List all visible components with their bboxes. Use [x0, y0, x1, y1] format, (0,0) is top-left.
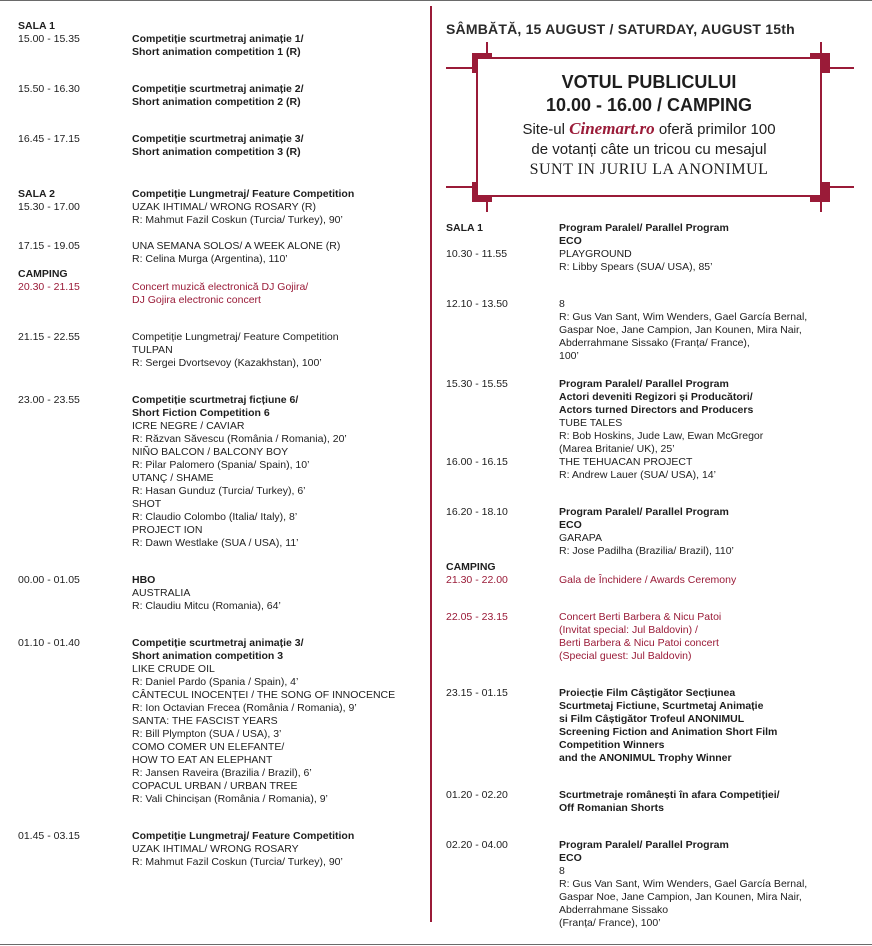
entry-director: 100’ [559, 350, 579, 362]
entry-film: 8 [559, 298, 565, 310]
entry-event: DJ Gojira electronic concert [132, 294, 261, 306]
entry-film: COPACUL URBAN / URBAN TREE [132, 780, 298, 792]
entry-director: R: Vali Chincișan (România / Romania), 9’ [132, 793, 328, 805]
date-heading: SÂMBĂTĂ, 15 AUGUST / SATURDAY, AUGUST 15th [446, 21, 795, 37]
entry-title: Short animation competition 2 (R) [132, 96, 301, 108]
schedule-entry [446, 298, 866, 363]
entry-film: CÂNTECUL INOCENȚEI / THE SONG OF INNOCENCE [132, 689, 396, 701]
entry-film: NIÑO BALCON / BALCONY BOY [132, 446, 289, 458]
entry-director: R: Ion Octavian Frecea (România / Romania), 9’ [132, 702, 357, 714]
box-text-line-2: de votanți câte un tricou cu mesajul [531, 141, 767, 158]
entry-title: si Film Câștigător Trofeul ANONIMUL [559, 713, 745, 725]
entry-title: Actori deveniti Regizori și Producători/ [559, 391, 753, 403]
right-column [446, 222, 866, 930]
entry-title: Short animation competition 3 (R) [132, 146, 301, 158]
top-rule [0, 0, 872, 1]
left-column [18, 20, 418, 869]
schedule-entry [18, 637, 418, 806]
entry-director: (Marea Britanie/ UK), 25’ [559, 443, 675, 455]
entry-title: Competiție Lungmetraj/ Feature Competition [132, 830, 355, 842]
entry-title: Competiție scurtmetraj ficțiune 6/ [132, 394, 299, 406]
schedule-entry [18, 33, 418, 59]
entry-director: R: Celina Murga (Argentina), 110’ [132, 253, 288, 265]
schedule-entry [446, 222, 866, 274]
section-heading-sala-1: SALA 1 [18, 20, 55, 32]
box-panel [476, 57, 822, 197]
entry-event: Berti Barbera & Nicu Patoi concert [559, 637, 719, 649]
entry-film: UZAK IHTIMAL/ WRONG ROSARY [132, 843, 299, 855]
entry-title: Proiecție Film Câștigător Secțiunea [559, 687, 736, 699]
entry-time: 16.00 - 16.15 [446, 456, 508, 468]
entry-director: R: Gus Van Sant, Wim Wenders, Gael García Bernal, [559, 878, 808, 890]
entry-film: ICRE NEGRE / CAVIAR [132, 420, 245, 432]
schedule-entry [18, 240, 418, 266]
entry-time: 21.30 - 22.00 [446, 574, 508, 586]
entry-event: Concert muzică electronică DJ Gojira/ [132, 281, 309, 293]
entry-title: Actors turned Directors and Producers [559, 404, 754, 416]
entry-time: 15.30 - 15.55 [446, 378, 508, 390]
section-heading-camping: CAMPING [18, 268, 68, 280]
entry-film: SHOT [132, 498, 162, 510]
entry-director: R: Hasan Gunduz (Turcia/ Turkey), 6’ [132, 485, 306, 497]
entry-title: Off Romanian Shorts [559, 802, 665, 814]
entry-time: 23.00 - 23.55 [18, 394, 80, 406]
entry-film: AUSTRALIA [132, 587, 191, 599]
entry-director: R: Bob Hoskins, Jude Law, Ewan McGregor [559, 430, 764, 442]
bottom-rule [0, 944, 872, 945]
entry-time: 23.15 - 01.15 [446, 687, 508, 699]
entry-title: Competiție scurtmetraj animație 2/ [132, 83, 304, 95]
entry-title: Scurtmetaj Fictiune, Scurtmetaj Animație [559, 700, 764, 712]
entry-film: UZAK IHTIMAL/ WRONG ROSARY (R) [132, 201, 316, 213]
box-time: 10.00 - 16.00 / CAMPING [545, 95, 753, 115]
entry-film: PROJECT ION [132, 524, 203, 536]
entry-film: PLAYGROUND [559, 248, 632, 260]
entry-title: Program Paralel/ Parallel Program [559, 506, 729, 518]
schedule-entry [446, 378, 866, 456]
entry-title: Scurtmetraje românești în afara Competiției/ [559, 789, 780, 801]
box-text-prefix: Site-ul [522, 121, 565, 138]
schedule-entry [446, 506, 866, 558]
entry-director: Gaspar Noe, Jane Campion, Jan Kounen, Mira Nair, [559, 324, 802, 336]
schedule-entry [446, 687, 866, 765]
entry-director: R: Dawn Westlake (SUA / USA), 11’ [132, 537, 299, 549]
entry-director: R: Libby Spears (SUA/ USA), 85’ [559, 261, 713, 273]
entry-title: Program Paralel/ Parallel Program [559, 839, 729, 851]
schedule-entry [446, 611, 866, 663]
entry-time: 02.20 - 04.00 [446, 839, 508, 851]
entry-director: R: Daniel Pardo (Spania / Spain), 4’ [132, 676, 299, 688]
entry-title: Competiție Lungmetraj/ Feature Competition [132, 188, 355, 200]
section-heading-sala-2: SALA 2 [18, 188, 55, 200]
entry-director: R: Bill Plympton (SUA / USA), 3’ [132, 728, 282, 740]
entry-director: Gaspar Noe, Jane Campion, Jan Kounen, Mira Nair, [559, 891, 802, 903]
entry-title: HBO [132, 574, 156, 586]
entry-title: Short animation competition 3 [132, 650, 284, 662]
schedule-entry [18, 574, 418, 613]
entry-time: 01.20 - 02.20 [446, 789, 508, 801]
site-link[interactable]: Cinemart.ro [569, 119, 655, 138]
entry-title: Competition Winners [559, 739, 665, 751]
entry-film: TULPAN [132, 344, 173, 356]
entry-title: Short animation competition 1 (R) [132, 46, 301, 58]
entry-title: ECO [559, 519, 582, 531]
entry-time: 22.05 - 23.15 [446, 611, 508, 623]
entry-title: ECO [559, 852, 582, 864]
entry-director: R: Mahmut Fazil Coskun (Turcia/ Turkey), 90’ [132, 856, 343, 868]
entry-time: 12.10 - 13.50 [446, 298, 508, 310]
entry-film: LIKE CRUDE OIL [132, 663, 215, 675]
schedule-entry [18, 281, 418, 307]
entry-event: (Invitat special: Jul Baldovin) / [559, 624, 698, 636]
entry-director: R: Claudio Colombo (Italia/ Italy), 8’ [132, 511, 298, 523]
entry-film: SANTA: THE FASCIST YEARS [132, 715, 278, 727]
schedule-entry [446, 456, 866, 482]
entry-director: R: Jansen Raveira (Brazilia / Brazil), 6’ [132, 767, 312, 779]
entry-director: (Franța/ France), 100’ [559, 917, 661, 929]
box-text-line-1 [478, 119, 820, 140]
entry-director: R: Gus Van Sant, Wim Wenders, Gael García Bernal, [559, 311, 808, 323]
entry-title: Competiție Lungmetraj/ Feature Competition [132, 331, 339, 343]
entry-title: Program Paralel/ Parallel Program [559, 222, 729, 234]
entry-film: UNA SEMANA SOLOS/ A WEEK ALONE (R) [132, 240, 341, 252]
entry-time: 15.30 - 17.00 [18, 201, 80, 213]
entry-title: Short Fiction Competition 6 [132, 407, 270, 419]
entry-film: TUBE TALES [559, 417, 623, 429]
schedule-entry [446, 839, 866, 930]
schedule-entry [18, 83, 418, 109]
entry-director: R: Andrew Lauer (SUA/ USA), 14’ [559, 469, 716, 481]
box-title: VOTUL PUBLICULUI [561, 72, 737, 92]
schedule-entry [446, 574, 866, 587]
entry-event: Concert Berti Barbera & Nicu Patoi [559, 611, 722, 623]
entry-film: THE TEHUACAN PROJECT [559, 456, 693, 468]
entry-title: Screening Fiction and Animation Short Film [559, 726, 778, 738]
entry-director: R: Jose Padilha (Brazilia/ Brazil), 110’ [559, 545, 734, 557]
entry-film: GARAPA [559, 532, 602, 544]
entry-time: 20.30 - 21.15 [18, 281, 80, 293]
entry-director: R: Răzvan Săvescu (România / Romania), 20’ [132, 433, 347, 445]
schedule-entry [18, 830, 418, 869]
entry-time: 01.10 - 01.40 [18, 637, 80, 649]
section-heading-camping: CAMPING [446, 561, 496, 573]
entry-film: COMO COMER UN ELEFANTE/ [132, 741, 285, 753]
entry-title: Competiție scurtmetraj animație 3/ [132, 133, 304, 145]
entry-director: R: Mahmut Fazil Coskun (Turcia/ Turkey), 90’ [132, 214, 343, 226]
entry-time: 15.00 - 15.35 [18, 33, 80, 45]
entry-time: 01.45 - 03.15 [18, 830, 80, 842]
entry-time: 10.30 - 11.55 [446, 248, 508, 260]
entry-film: UTANÇ / SHAME [132, 472, 214, 484]
entry-time: 17.15 - 19.05 [18, 240, 80, 252]
entry-film: HOW TO EAT AN ELEPHANT [132, 754, 273, 766]
entry-title: Competiție scurtmetraj animație 3/ [132, 637, 304, 649]
box-slogan: SUNT IN JURIU LA ANONIMUL [529, 161, 769, 178]
entry-time: 16.20 - 18.10 [446, 506, 508, 518]
entry-director: R: Claudiu Mitcu (Romania), 64’ [132, 600, 281, 612]
entry-time: 16.45 - 17.15 [18, 133, 80, 145]
box-text-suffix: oferă primilor 100 [658, 121, 776, 138]
schedule-entry [446, 789, 866, 815]
entry-time: 00.00 - 01.05 [18, 574, 80, 586]
entry-event: (Special guest: Jul Baldovin) [559, 650, 692, 662]
entry-director: Abderrahmane Sissako (Franța/ France), [559, 337, 750, 349]
entry-film: 8 [559, 865, 565, 877]
entry-director: R: Pilar Palomero (Spania/ Spain), 10’ [132, 459, 310, 471]
entry-time: 15.50 - 16.30 [18, 83, 80, 95]
entry-title: ECO [559, 235, 582, 247]
schedule-entry [18, 133, 418, 159]
schedule-entry [18, 331, 418, 370]
entry-director: Abderrahmane Sissako [559, 904, 669, 916]
entry-director: R: Sergei Dvortsevoy (Kazakhstan), 100’ [132, 357, 322, 369]
section-heading-sala-1: SALA 1 [446, 222, 483, 234]
schedule-entry [18, 394, 418, 550]
entry-title: Competiție scurtmetraj animație 1/ [132, 33, 304, 45]
entry-title: Program Paralel/ Parallel Program [559, 378, 729, 390]
entry-event: Gala de Închidere / Awards Ceremony [559, 574, 737, 586]
entry-title: and the ANONIMUL Trophy Winner [559, 752, 732, 764]
column-divider [430, 6, 432, 922]
schedule-entry [18, 188, 418, 227]
entry-time: 21.15 - 22.55 [18, 331, 80, 343]
